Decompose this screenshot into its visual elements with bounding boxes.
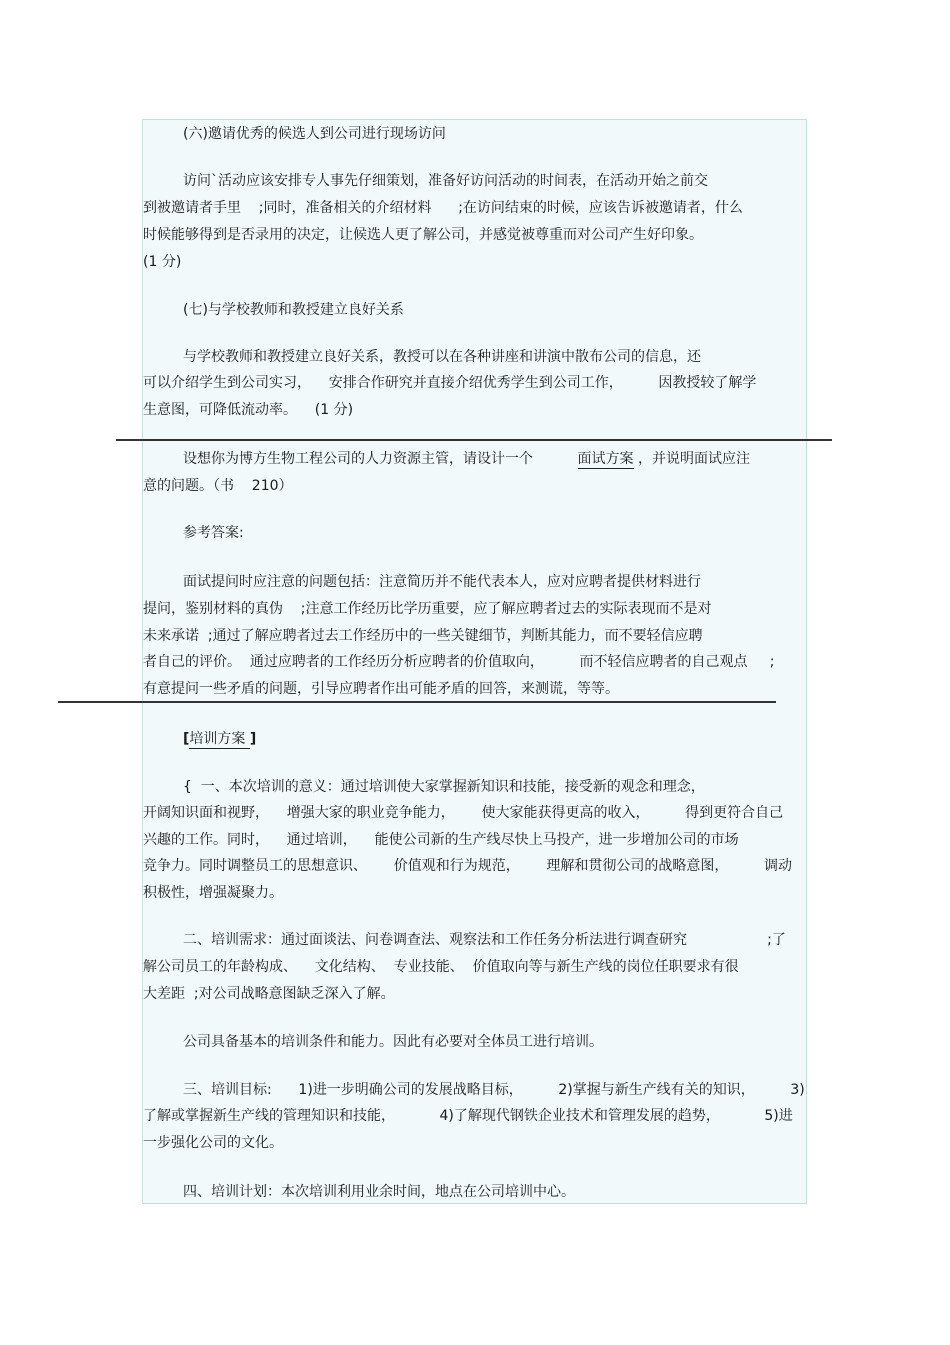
paragraph-line: 未来承诺 ;通过了解应聘者过去工作经历中的一些关键细节，判断其能力，而不要轻信应聘 <box>143 628 703 644</box>
question-underlined: 面试方案 <box>577 451 634 467</box>
paragraph-line: 兴趣的工作。同时， 通过培训， 能使公司新的生产线尽快上马投产，进一步增加公司的市场 <box>143 832 739 848</box>
section-heading: (七)与学校教师和教授建立良好关系 <box>183 302 404 318</box>
score-note: (1 分) <box>143 254 182 270</box>
paragraph-line: 到被邀请者手里 ;同时，准备相关的介绍材料 ;在访问结束的时候，应该告诉被邀请者，什么 <box>143 200 743 216</box>
paragraph-line: 大差距 ;对公司战略意图缺乏深入了解。 <box>143 986 395 1002</box>
section-heading: (六)邀请优秀的候选人到公司进行现场访问 <box>183 126 446 142</box>
divider-2 <box>58 701 776 703</box>
heading-bracket-open: [ <box>183 731 190 747</box>
paragraph-line: 与学校教师和教授建立良好关系，教授可以在各种讲座和讲演中散布公司的信息，还 <box>183 349 701 365</box>
paragraph-line: 时候能够得到是否录用的决定，让候选人更了解公司，并感觉被尊重而对公司产生好印象。 <box>143 227 703 243</box>
paragraph-line: 公司具备基本的培训条件和能力。因此有必要对全体员工进行培训。 <box>183 1034 603 1050</box>
question-suffix: ，并说明面试应注 <box>633 451 750 467</box>
question-prefix: 设想你为博方生物工程公司的人力资源主管，请设计一个 <box>183 451 578 467</box>
paragraph-line: 竞争力。同时调整员工的思想意识、 价值观和行为规范， 理解和贯彻公司的战略意图， 调动 <box>143 858 793 874</box>
paragraph-line: 四、培训计划：本次培训利用业余时间，地点在公司培训中心。 <box>183 1184 575 1200</box>
paragraph-line: 可以介绍学生到公司实习， 安排合作研究并直接介绍优秀学生到公司工作， 因教授较了解学 <box>143 375 757 391</box>
paragraph-line: 有意提问一些矛盾的问题，引导应聘者作出可能矛盾的回答，来测谎，等等。 <box>143 681 619 697</box>
paragraph-line: 二、培训需求：通过面谈法、问卷调查法、观察法和工作任务分析法进行调查研究 ;了 <box>183 932 786 948</box>
paragraph-line: 开阔知识面和视野， 增强大家的职业竞争能力， 使大家能获得更高的收入， 得到更符合自己 <box>143 805 784 821</box>
divider-1 <box>116 439 832 441</box>
paragraph-line: 生意图，可降低流动率。 (1 分) <box>143 402 354 418</box>
question-line: 意的问题。（书 210） <box>143 478 293 494</box>
paragraph-line: 积极性，增强凝聚力。 <box>143 885 283 901</box>
question-line <box>183 448 807 470</box>
paragraph-line: 三、培训目标: 1)进一步明确公司的发展战略目标， 2)掌握与新生产线有关的知识， 3) <box>183 1082 805 1098</box>
paragraph-line: 解公司员工的年龄构成、 文化结构、 专业技能、 价值取向等与新生产线的岗位任职要求有很 <box>143 959 739 975</box>
paragraph-line: 一步强化公司的文化。 <box>143 1135 283 1151</box>
paragraph-line: { 一、本次培训的意义：通过培训使大家掌握新知识和技能，接受新的观念和理念， <box>183 779 705 795</box>
paragraph-line: 访问`活动应该安排专人事先仔细策划，准备好访问活动的时间表，在活动开始之前交 <box>183 173 708 189</box>
paragraph-line: 者自己的评价。 通过应聘者的工作经历分析应聘者的价值取向， 而不轻信应聘者的自己观点 ; <box>143 654 775 670</box>
paragraph-line: 提问，鉴别材料的真伪 ;注意工作经历比学历重要，应了解应聘者过去的实际表现而不是对 <box>143 601 712 617</box>
heading-bracket-close: ] <box>249 731 257 747</box>
paragraph-line: 了解或掌握新生产线的管理知识和技能， 4)了解现代钢铁企业技术和管理发展的趋势， 5)进 <box>143 1108 793 1124</box>
answer-label: 参考答案: <box>183 525 244 541</box>
paragraph-line: 面试提问时应注意的问题包括：注意简历并不能代表本人，应对应聘者提供材料进行 <box>183 574 701 590</box>
heading-text: 培训方案 <box>189 731 250 747</box>
training-plan-heading <box>183 728 807 750</box>
